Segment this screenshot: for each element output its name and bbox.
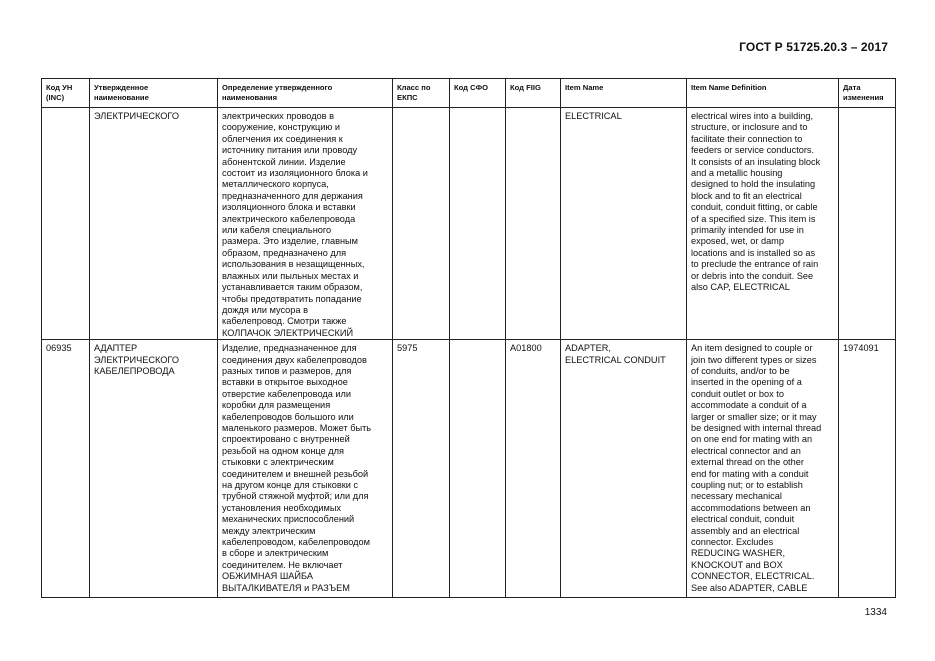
cell-approved-name: АДАПТЕР ЭЛЕКТРИЧЕСКОГО КАБЕЛЕПРОВОДА xyxy=(90,340,218,598)
cell-item-name: ADAPTER, ELECTRICAL CONDUIT xyxy=(561,340,687,598)
table-header-row xyxy=(42,79,896,108)
column-header-sfo-code: Код СФО xyxy=(450,79,506,108)
cell-ekps-class: 5975 xyxy=(393,340,450,598)
cell-sfo-code xyxy=(450,340,506,598)
column-header-ekps-class: Класс по ЕКПС xyxy=(393,79,450,108)
cell-sfo-code xyxy=(450,108,506,340)
cell-change-date: 1974091 xyxy=(839,340,896,598)
cell-change-date xyxy=(839,108,896,340)
cell-fiig-code: A01800 xyxy=(506,340,561,598)
page-number: 1334 xyxy=(864,607,887,618)
column-header-item-name: Item Name xyxy=(561,79,687,108)
cell-item-definition: electrical wires into a building, structure, or inclosure and to facilitate their connection to feeders or service conductors. It consists of an insulating block and a metallic housing designed to hold the insulating block and to fit an electrical conduit, conduit fitting, or cable of a specified size. This item is primarily intended for use in exposed, wet, or damp locations and is installed so as to preclude the entrance of rain or debris into the conduit. See also CAP, ELECTRICAL xyxy=(687,108,839,340)
cell-item-name: ELECTRICAL xyxy=(561,108,687,340)
cell-approved-name: ЭЛЕКТРИЧЕСКОГО xyxy=(90,108,218,340)
cell-ekps-class xyxy=(393,108,450,340)
column-header-approved-name: Утвержденное наименование xyxy=(90,79,218,108)
cell-inc: 06935 xyxy=(42,340,90,598)
column-header-definition-ru: Определение утвержденного наименования xyxy=(218,79,393,108)
cell-definition-ru: Изделие, предназначенное для соединения двух кабелепроводов разных типов и размеров, для вставки в открытое выходное отверстие кабелепровода или коробки для размещения кабелепроводов большого или маленького размеров. Может быть спроектировано с внутренней резьбой на одном конце для стыковки с электрическим соединителем и внешней резьбой на другом конце для стыковки с трубной стяжной муфтой; или для установления необходимых механических приспособлений между электрическим кабелепроводом, кабелепроводом в сборе и электрическим соединителем. Не включает ОБЖИМНАЯ ШАЙБА ВЫТАЛКИВАТЕЛЯ и РАЗЪЕМ xyxy=(218,340,393,598)
nomenclature-table xyxy=(41,78,896,598)
column-header-item-definition: Item Name Definition xyxy=(687,79,839,108)
cell-definition-ru: электрических проводов в сооружение, конструкцию и облегчения их соединения к источнику питания или проводу абонентской линии. Изделие состоит из изоляционного блока и металлического корпуса, предназначенного для держания изоляционного блока и вставки электрического кабелепровода или кабеля специального размера. Это изделие, главным образом, предназначено для использования в незащищенных, влажных или пыльных местах и устанавливается таким образом, чтобы предотвратить попадание дождя или мусора в кабелепровод. Смотри также КОЛПАЧОК ЭЛЕКТРИЧЕСКИЙ xyxy=(218,108,393,340)
table-row xyxy=(42,108,896,340)
cell-item-definition: An item designed to couple or join two different types or sizes of conduits, and/or to be inserted in the opening of a conduit outlet or box to accommodate a conduit of a larger or smaller size; or it may be designed with internal thread on one end for mating with an electrical connector and an external thread on the other end for mating with a conduit coupling nut; or to establish necessary mechanical accommodations between an electrical conduit, conduit assembly and an electrical connector. Excludes REDUCING WASHER, KNOCKOUT and BOX CONNECTOR, ELECTRICAL. See also ADAPTER, CABLE xyxy=(687,340,839,598)
cell-inc xyxy=(42,108,90,340)
cell-fiig-code xyxy=(506,108,561,340)
column-header-inc: Код УН (INC) xyxy=(42,79,90,108)
column-header-fiig-code: Код FIIG xyxy=(506,79,561,108)
document-standard-header: ГОСТ Р 51725.20.3 – 2017 xyxy=(739,40,888,54)
table-row xyxy=(42,340,896,598)
column-header-change-date: Дата изменения xyxy=(839,79,896,108)
